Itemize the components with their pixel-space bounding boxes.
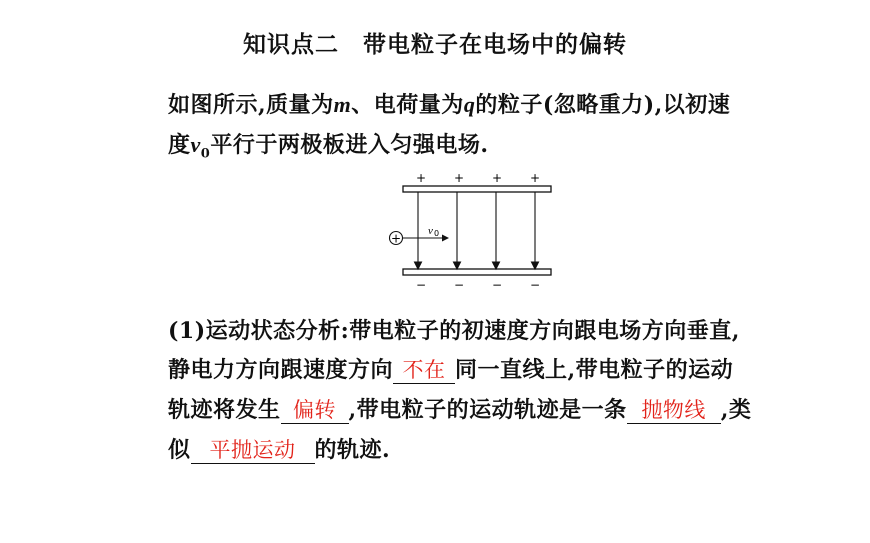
top-plate — [403, 186, 551, 192]
bottom-plate — [403, 269, 551, 275]
answer-blank-3: 抛物线 — [627, 397, 721, 424]
plus-sign: + — [529, 171, 541, 185]
analysis-text: ,带电粒子的运动轨迹是一条 — [348, 397, 627, 423]
minus-sign: − — [529, 278, 541, 292]
analysis-line-1 — [168, 314, 740, 345]
plus-sign: + — [415, 171, 427, 185]
intro-text: 平行于两极板进入匀强电场. — [210, 132, 489, 158]
intro-text: 如图所示,质量为 — [168, 92, 334, 118]
analysis-text: (1)运动状态分析:带电粒子的初速度方向跟电场方向垂直, — [168, 318, 740, 344]
answer-blank-4: 平抛运动 — [191, 437, 315, 464]
analysis-line-3 — [168, 393, 751, 424]
minus-sign: − — [453, 278, 465, 292]
velocity-label: v — [428, 225, 433, 237]
minus-sign: − — [415, 278, 427, 292]
answer-blank-2: 偏转 — [281, 397, 349, 424]
analysis-text: 同一直线上,带电粒子的运动 — [455, 357, 734, 383]
intro-line-1 — [168, 88, 730, 119]
analysis-line-2 — [168, 353, 733, 384]
answer-blank-1: 不在 — [393, 357, 455, 384]
velocity-symbol: v — [190, 132, 201, 157]
plus-sign: + — [453, 171, 465, 185]
analysis-text: 轨迹将发生 — [168, 397, 281, 423]
electric-field-diagram — [386, 168, 566, 293]
analysis-text: 似 — [168, 437, 191, 463]
section-number: 知识点二 — [243, 32, 339, 58]
velocity-label-subscript: 0 — [434, 229, 440, 238]
intro-text: 、电荷量为 — [351, 92, 464, 118]
velocity-subscript: 0 — [200, 146, 211, 162]
particle-charge-sign: + — [390, 231, 402, 246]
analysis-line-4 — [168, 433, 390, 464]
intro-line-2 — [168, 128, 489, 161]
charge-symbol: q — [463, 92, 476, 117]
section-title — [0, 26, 870, 59]
section-heading: 带电粒子在电场中的偏转 — [363, 32, 627, 58]
intro-text: 的粒子(忽略重力),以初速 — [475, 92, 731, 118]
analysis-text: 的轨迹. — [314, 437, 391, 463]
analysis-text: 静电力方向跟速度方向 — [168, 357, 394, 383]
minus-sign: − — [491, 278, 503, 292]
plus-sign: + — [491, 171, 503, 185]
mass-symbol: m — [333, 92, 352, 117]
analysis-text: ,类 — [720, 397, 752, 423]
intro-text: 度 — [168, 132, 191, 158]
